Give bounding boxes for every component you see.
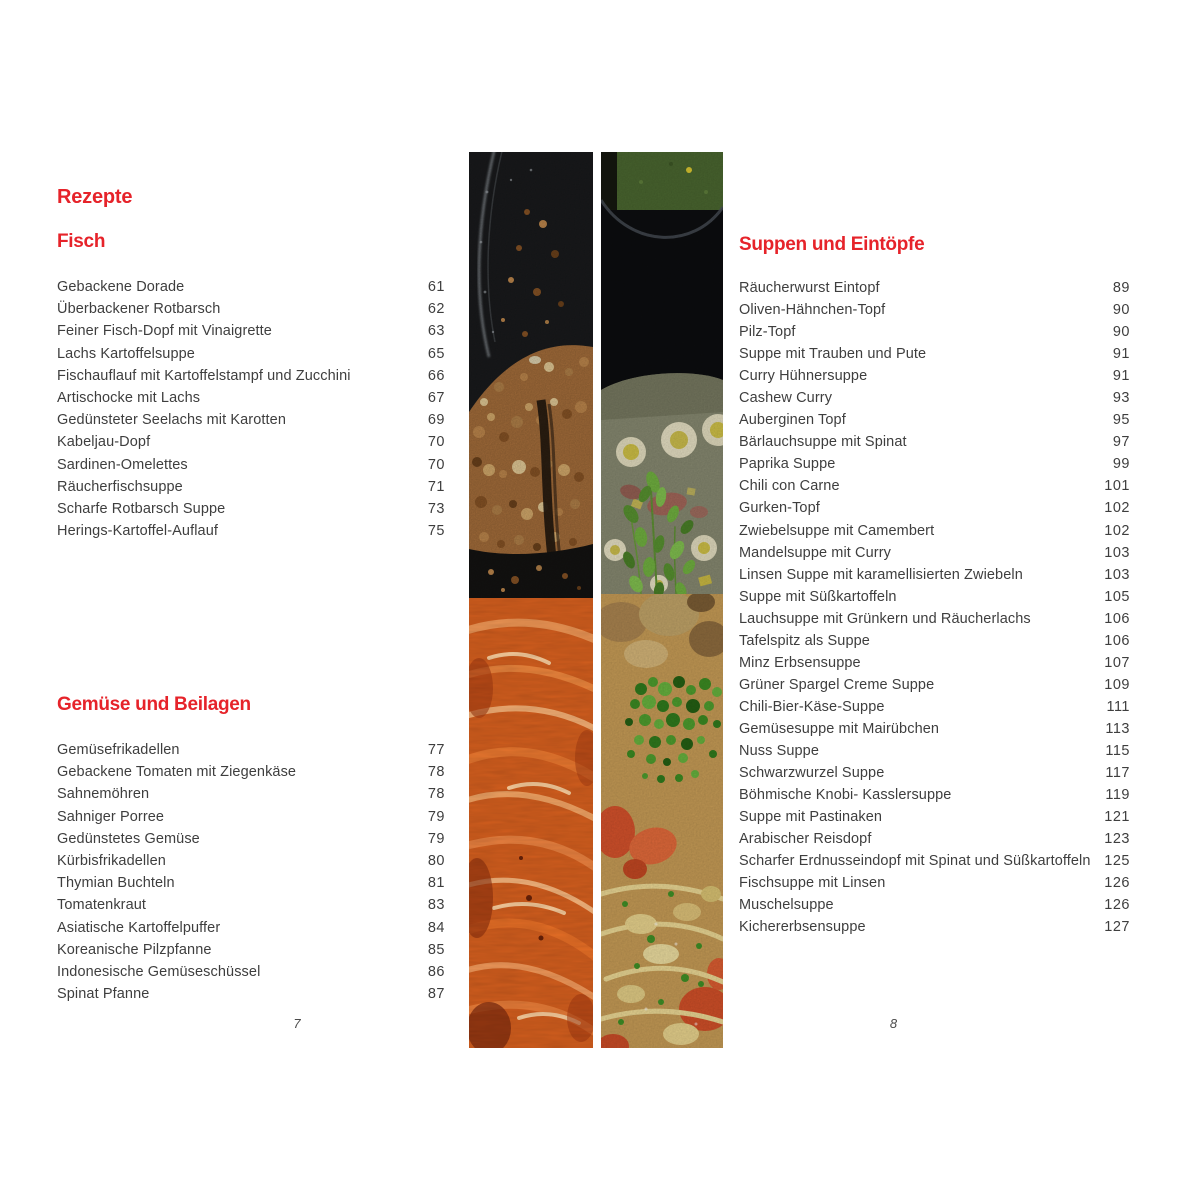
- folio-page-8: 8: [889, 1016, 898, 1031]
- toc-row: [739, 762, 1130, 784]
- toc-row: [739, 784, 1130, 806]
- recipe-title: Gedünstetes Gemüse: [57, 830, 200, 847]
- recipe-page-number: 70: [427, 434, 445, 451]
- toc-row: [57, 520, 445, 542]
- recipe-title: Sahniger Porree: [57, 808, 165, 825]
- recipe-title: Gemüsesuppe mit Mairübchen: [739, 720, 940, 737]
- recipe-title: Koreanische Pilzpfanne: [57, 941, 212, 958]
- folio-page-7: 7: [293, 1016, 301, 1031]
- toc-row: [739, 894, 1130, 916]
- toc-list-gemuese: [57, 739, 445, 1005]
- recipe-title: Artischocke mit Lachs: [57, 390, 201, 407]
- toc-row: [57, 806, 445, 828]
- recipe-page-number: 81: [427, 875, 445, 892]
- recipe-title: Spinat Pfanne: [57, 986, 150, 1003]
- recipe-title: Grüner Spargel Creme Suppe: [739, 676, 935, 693]
- toc-row: [57, 343, 445, 365]
- toc-row: [739, 497, 1130, 519]
- recipe-title: Tomatenkraut: [57, 897, 147, 914]
- recipe-page-number: 111: [1106, 698, 1130, 715]
- recipe-page-number: 102: [1104, 522, 1130, 539]
- toc-row: [739, 520, 1130, 542]
- recipe-title: Tafelspitz als Suppe: [739, 632, 870, 649]
- page-title: Rezepte: [57, 186, 133, 208]
- toc-row: [57, 320, 445, 342]
- recipe-title: Pilz-Topf: [739, 324, 796, 341]
- recipe-page-number: 126: [1104, 897, 1130, 914]
- recipe-page-number: 106: [1104, 610, 1130, 627]
- recipe-title: Paprika Suppe: [739, 456, 836, 473]
- recipe-page-number: 90: [1112, 302, 1130, 319]
- toc-row: [57, 894, 445, 916]
- recipe-page-number: 103: [1104, 544, 1130, 561]
- recipe-title: Sahnemöhren: [57, 786, 150, 803]
- toc-row: [739, 299, 1130, 321]
- braised-orange-cabbage-photo: [469, 598, 593, 1048]
- toc-row: [739, 674, 1130, 696]
- recipe-title: Zwiebelsuppe mit Camembert: [739, 522, 935, 539]
- recipe-title: Gemüsefrikadellen: [57, 742, 180, 759]
- toc-row: [739, 652, 1130, 674]
- recipe-page-number: 115: [1105, 743, 1130, 759]
- recipe-page-number: 63: [427, 323, 445, 340]
- recipe-title: Kabeljau-Dopf: [57, 434, 151, 451]
- recipe-title: Curry Hühnersuppe: [739, 368, 868, 385]
- toc-row: [739, 740, 1130, 762]
- recipe-title: Kichererbsensuppe: [739, 919, 866, 936]
- toc-row: [57, 431, 445, 453]
- recipe-title: Gebackene Dorade: [57, 279, 185, 296]
- recipe-page-number: 121: [1104, 809, 1130, 826]
- toc-row: [57, 739, 445, 761]
- recipe-title: Chili con Carne: [739, 478, 840, 495]
- recipe-page-number: 105: [1104, 588, 1130, 605]
- recipe-page-number: 73: [427, 500, 445, 517]
- toc-list-fisch: [57, 276, 445, 542]
- recipe-title: Thymian Buchteln: [57, 875, 175, 892]
- recipe-page-number: 125: [1104, 853, 1130, 870]
- recipe-page-number: 61: [427, 279, 445, 296]
- recipe-page-number: 84: [427, 919, 445, 936]
- toc-row: [739, 696, 1130, 718]
- toc-row: [57, 276, 445, 298]
- toc-row: [739, 872, 1130, 894]
- section-heading-gemuese: Gemüse und Beilagen: [57, 694, 251, 715]
- toc-row: [57, 298, 445, 320]
- recipe-title: Arabischer Reisdopf: [739, 831, 872, 848]
- recipe-title: Feiner Fisch-Dopf mit Vinaigrette: [57, 323, 272, 340]
- recipe-page-number: 62: [427, 301, 445, 318]
- recipe-title: Kürbisfrikadellen: [57, 853, 166, 870]
- toc-row: [739, 586, 1130, 608]
- recipe-title: Nuss Suppe: [739, 743, 819, 759]
- recipe-title: Asiatische Kartoffelpuffer: [57, 919, 221, 936]
- recipe-title: Gurken-Topf: [739, 500, 820, 517]
- recipe-title: Indonesische Gemüseschüssel: [57, 963, 261, 980]
- baked-breaded-fish-in-pan-photo: [469, 152, 593, 598]
- recipe-page-number: 79: [427, 808, 445, 825]
- recipe-page-number: 95: [1112, 412, 1130, 429]
- recipe-page-number: 127: [1104, 919, 1130, 936]
- recipe-title: Fischauflauf mit Kartoffelstampf und Zucchini: [57, 367, 351, 384]
- recipe-title: Oliven-Hähnchen-Topf: [739, 302, 886, 319]
- recipe-page-number: 102: [1104, 500, 1130, 517]
- photo-illustration: [469, 598, 593, 1048]
- recipe-title: Böhmische Knobi- Kasslersuppe: [739, 787, 952, 804]
- photo-illustration: [469, 152, 593, 598]
- toc-row: [739, 409, 1130, 431]
- toc-row: [57, 498, 445, 520]
- recipe-page-number: 78: [427, 764, 445, 781]
- recipe-title: Cashew Curry: [739, 390, 833, 407]
- toc-row: [739, 431, 1130, 453]
- recipe-title: Sardinen-Omelettes: [57, 456, 188, 473]
- toc-row: [739, 321, 1130, 343]
- recipe-title: Linsen Suppe mit karamellisierten Zwiebeln: [739, 566, 1023, 583]
- toc-row: [739, 387, 1130, 409]
- recipe-page-number: 86: [427, 963, 445, 980]
- recipe-page-number: 85: [427, 941, 445, 958]
- toc-row: [739, 453, 1130, 475]
- recipe-page-number: 91: [1112, 368, 1130, 385]
- recipe-page-number: 69: [427, 412, 445, 429]
- toc-row: [739, 343, 1130, 365]
- toc-row: [57, 409, 445, 431]
- toc-row: [57, 983, 445, 1005]
- recipe-page-number: 101: [1104, 478, 1130, 495]
- toc-row: [739, 277, 1130, 299]
- recipe-page-number: 78: [427, 786, 445, 803]
- toc-row: [739, 564, 1130, 586]
- toc-row: [739, 475, 1130, 497]
- toc-row: [739, 916, 1130, 938]
- toc-row: [57, 961, 445, 983]
- vegetable-rice-with-parsley-photo: [601, 594, 723, 1048]
- toc-row: [57, 939, 445, 961]
- recipe-page-number: 117: [1105, 765, 1130, 782]
- toc-row: [739, 608, 1130, 630]
- toc-row: [57, 476, 445, 498]
- recipe-page-number: 77: [427, 742, 445, 759]
- recipe-title: Lauchsuppe mit Grünkern und Räucherlachs: [739, 610, 1031, 627]
- recipe-page-number: 119: [1105, 787, 1130, 804]
- recipe-page-number: 71: [427, 478, 445, 495]
- recipe-title: Suppe mit Trauben und Pute: [739, 346, 927, 363]
- recipe-page-number: 123: [1104, 831, 1130, 848]
- toc-row: [57, 783, 445, 805]
- recipe-page-number: 97: [1112, 434, 1130, 451]
- recipe-title: Mandelsuppe mit Curry: [739, 544, 891, 561]
- recipe-page-number: 75: [427, 523, 445, 540]
- recipe-page-number: 87: [427, 986, 445, 1003]
- toc-row: [739, 630, 1130, 652]
- photo-illustration: [601, 152, 723, 594]
- recipe-title: Lachs Kartoffelsuppe: [57, 345, 195, 362]
- recipe-title: Auberginen Topf: [739, 412, 846, 429]
- recipe-title: Gebackene Tomaten mit Ziegenkäse: [57, 764, 297, 781]
- recipe-title: Herings-Kartoffel-Auflauf: [57, 523, 219, 540]
- recipe-title: Gedünsteter Seelachs mit Karotten: [57, 412, 286, 429]
- toc-row: [57, 872, 445, 894]
- recipe-page-number: 109: [1104, 676, 1130, 693]
- recipe-page-number: 70: [427, 456, 445, 473]
- recipe-page-number: 113: [1105, 720, 1130, 737]
- leek-soup-in-cauldron-photo: [601, 152, 723, 594]
- toc-row: [739, 542, 1130, 564]
- toc-row: [739, 828, 1130, 850]
- section-heading-suppen: Suppen und Eintöpfe: [739, 234, 925, 255]
- toc-row: [57, 454, 445, 476]
- recipe-title: Suppe mit Pastinaken: [739, 809, 883, 826]
- recipe-page-number: 106: [1104, 632, 1130, 649]
- recipe-title: Überbackener Rotbarsch: [57, 301, 221, 318]
- recipe-page-number: 103: [1104, 566, 1130, 583]
- recipe-title: Räucherfischsuppe: [57, 478, 183, 495]
- recipe-title: Räucherwurst Eintopf: [739, 280, 880, 297]
- recipe-title: Bärlauchsuppe mit Spinat: [739, 434, 907, 451]
- toc-list-suppen: [739, 277, 1130, 938]
- toc-row: [57, 850, 445, 872]
- recipe-page-number: 107: [1104, 654, 1130, 671]
- toc-row: [57, 761, 445, 783]
- recipe-page-number: 65: [427, 345, 445, 362]
- toc-row: [739, 806, 1130, 828]
- toc-row: [57, 365, 445, 387]
- recipe-page-number: 83: [427, 897, 445, 914]
- recipe-title: Minz Erbsensuppe: [739, 654, 861, 671]
- recipe-page-number: 93: [1112, 390, 1130, 407]
- recipe-title: Fischsuppe mit Linsen: [739, 875, 886, 892]
- recipe-title: Suppe mit Süßkartoffeln: [739, 588, 897, 605]
- recipe-page-number: 90: [1112, 324, 1130, 341]
- recipe-title: Scharfe Rotbarsch Suppe: [57, 500, 226, 517]
- recipe-page-number: 99: [1112, 456, 1130, 473]
- recipe-title: Chili-Bier-Käse-Suppe: [739, 698, 885, 715]
- recipe-page-number: 80: [427, 853, 445, 870]
- toc-row: [57, 917, 445, 939]
- recipe-page-number: 89: [1112, 280, 1130, 297]
- recipe-page-number: 67: [427, 390, 445, 407]
- recipe-title: Muschelsuppe: [739, 897, 834, 914]
- recipe-page-number: 79: [427, 830, 445, 847]
- toc-row: [739, 365, 1130, 387]
- section-heading-fisch: Fisch: [57, 231, 106, 252]
- recipe-page-number: 66: [427, 367, 445, 384]
- recipe-page-number: 91: [1112, 346, 1130, 363]
- toc-row: [57, 387, 445, 409]
- recipe-title: Schwarzwurzel Suppe: [739, 765, 885, 782]
- toc-row: [739, 718, 1130, 740]
- recipe-page-number: 126: [1104, 875, 1130, 892]
- toc-row: [739, 850, 1130, 872]
- recipe-title: Scharfer Erdnusseindopf mit Spinat und Süßkartoffeln: [739, 853, 1091, 870]
- toc-row: [57, 828, 445, 850]
- photo-illustration: [601, 594, 723, 1048]
